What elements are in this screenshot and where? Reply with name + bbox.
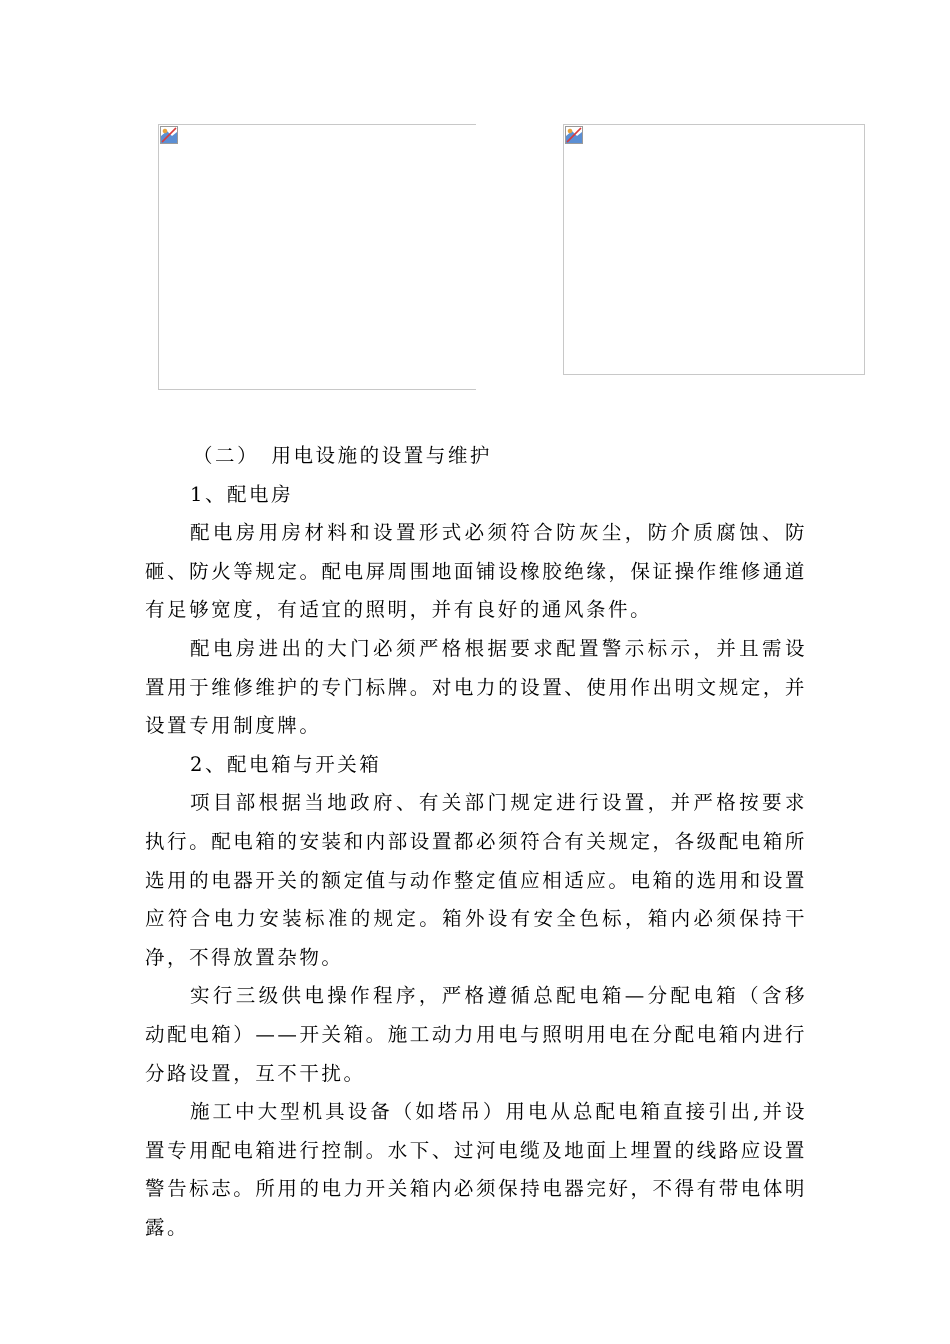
subsection-heading-distribution-box: 2、配电箱与开关箱	[190, 752, 382, 776]
right-image-placeholder	[563, 124, 865, 375]
broken-image-icon	[565, 126, 583, 144]
paragraph: 实行三级供电操作程序，严格遵循总配电箱—分配电箱（含移动配电箱）——开关箱。施工动力用电与照明用电在分配电箱内进行分路设置，互不干扰。	[145, 984, 807, 1085]
paragraph: 配电房进出的大门必须严格根据要求配置警示标示，并且需设置用于维修维护的专门标牌。对电力的设置、使用作出明文规定，并设置专用制度牌。	[145, 636, 807, 738]
document-body	[145, 437, 807, 1247]
section-title: （二） 用电设施的设置与维护	[193, 444, 492, 467]
subsection-heading-power-room: 1、配电房	[190, 482, 294, 506]
paragraph: 配电房用房材料和设置形式必须符合防灰尘，防介质腐蚀、防砸、防火等规定。配电屏周围地面铺设橡胶绝缘，保证操作维修通道有足够宽度，有适宜的照明，并有良好的通风条件。	[145, 521, 807, 622]
left-image-placeholder	[158, 124, 476, 390]
paragraph: 项目部根据当地政府、有关部门规定进行设置，并严格按要求执行。配电箱的安装和内部设置都必须符合有关规定，各级配电箱所选用的电器开关的额定值与动作整定值应相适应。电箱的选用和设置应符合电力安装标准的规定。箱外设有安全色标，箱内必须保持干净，不得放置杂物。	[145, 791, 807, 969]
paragraph: 施工中大型机具设备（如塔吊）用电从总配电箱直接引出,并设置专用配电箱进行控制。水下、过河电缆及地面上埋置的线路应设置警告标志。所用的电力开关箱内必须保持电器完好，不得有带电体明露。	[145, 1100, 807, 1239]
broken-image-icon	[160, 126, 178, 144]
